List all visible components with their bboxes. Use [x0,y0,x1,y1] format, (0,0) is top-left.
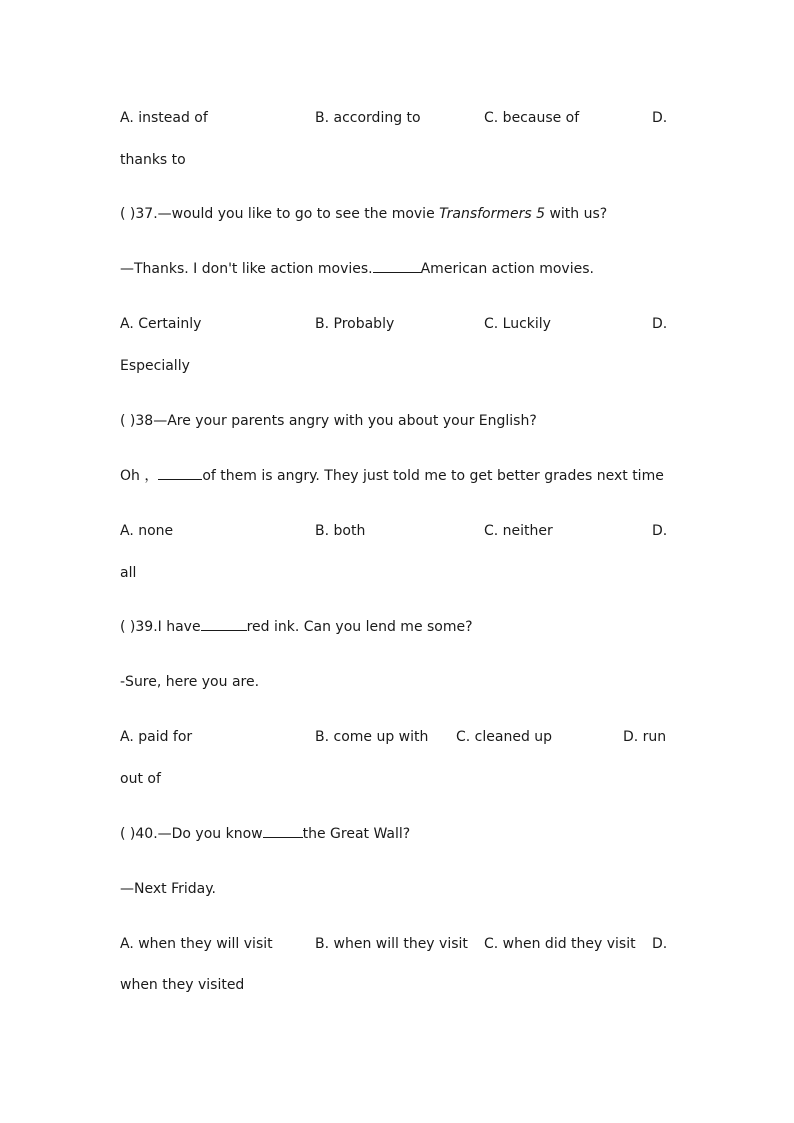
q37-option-c: C. Luckily [484,316,551,332]
q37-option-d: D. [652,316,668,332]
q39-option-c: C. cleaned up [456,729,553,745]
q37-line2: —Thanks. I don't like action movies. American action movies. [120,261,594,277]
q38-stem: ( )38—Are your parents angry with you about your English? [120,413,537,429]
q37-stem: ( )37.—would you like to go to see the movie Transformers 5 with us? [120,206,608,222]
q38-option-a: A. none [120,523,174,539]
q40-option-d: D. [652,936,668,952]
q39-stem: ( )39.I have red ink. Can you lend me some? [120,619,473,635]
movie-title: Transformers 5 [439,206,546,222]
q38-option-d-text: all [120,565,137,581]
q38-option-c: C. neither [484,523,553,539]
q40-option-a: A. when they will visit [120,936,273,952]
q37-option-b: B. Probably [315,316,395,332]
q37-option-a: A. Certainly [120,316,202,332]
q38-option-d: D. [652,523,668,539]
q37-option-d-text: Especially [120,358,190,374]
q40-option-d-text: when they visited [120,977,245,993]
q36-option-d: D. [652,110,668,126]
q39-option-d: D. run [623,729,667,745]
q40-line2: —Next Friday. [120,881,216,897]
q36-option-d-text: thanks to [120,152,186,168]
answer-blank [201,618,247,631]
q40-option-c: C. when did they visit [484,936,636,952]
q38-line2: Oh ， of them is angry. They just told me to get better grades next time [120,468,664,484]
answer-blank [373,260,421,273]
q36-option-a: A. instead of [120,110,208,126]
q39-line2: -Sure, here you are. [120,674,260,690]
answer-blank [263,825,303,838]
q36-option-c: C. because of [484,110,580,126]
q39-option-a: A. paid for [120,729,193,745]
q40-option-b: B. when will they visit [315,936,468,952]
q36-option-b: B. according to [315,110,421,126]
q38-option-b: B. both [315,523,366,539]
q39-option-b: B. come up with [315,729,429,745]
q39-option-d-text: out of [120,771,161,787]
answer-blank [158,467,202,480]
q40-stem: ( )40.—Do you know the Great Wall? [120,826,411,842]
